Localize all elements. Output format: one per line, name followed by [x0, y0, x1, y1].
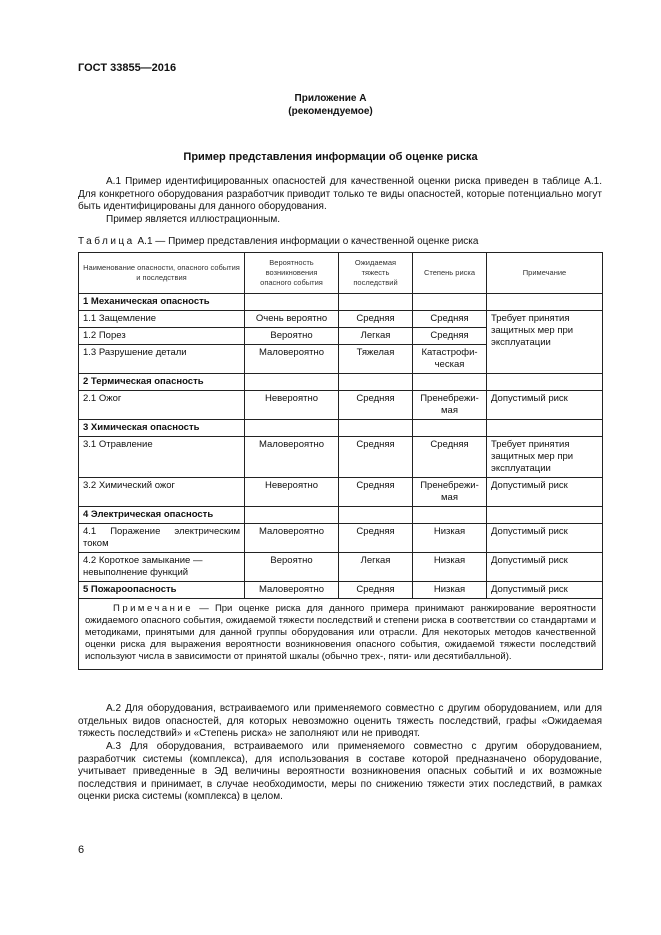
document-id: ГОСТ 33855—2016: [78, 62, 177, 74]
table-row: [79, 391, 603, 420]
risk-cell: Катастрофи-ческая: [413, 345, 487, 374]
probability-cell: Маловероятно: [245, 524, 339, 553]
table-caption-text: А.1 — Пример представления информации о качественной оценке риска: [134, 236, 479, 247]
probability-cell: Маловероятно: [245, 437, 339, 478]
annex-heading: [0, 92, 661, 118]
severity-cell: Средняя: [339, 311, 413, 328]
note-cell: Допустимый риск: [487, 582, 603, 599]
risk-cell: Пренебрежи-мая: [413, 391, 487, 420]
risk-cell: Средняя: [413, 437, 487, 478]
severity-cell: Средняя: [339, 478, 413, 507]
severity-cell: Средняя: [339, 524, 413, 553]
table-row: [79, 553, 603, 582]
main-title: Пример представления информации об оценке риска: [183, 151, 478, 163]
table-caption-label: Таблица: [78, 236, 135, 247]
hazard-cell: 4.2 Короткое замыкание — невыполнение функций: [79, 553, 245, 582]
risk-cell: Низкая: [413, 553, 487, 582]
table-note-label: Примечание: [113, 603, 193, 614]
risk-cell: Низкая: [413, 524, 487, 553]
table-row: [79, 478, 603, 507]
severity-cell: Легкая: [339, 328, 413, 345]
severity-cell: Средняя: [339, 582, 413, 599]
note-cell: Допустимый риск: [487, 391, 603, 420]
table-row: [79, 294, 603, 311]
hazard-cell: 3.2 Химический ожог: [79, 478, 245, 507]
hazard-cell: 1.3 Разрушение детали: [79, 345, 245, 374]
table-header-row: [79, 253, 603, 294]
table-note-row: [79, 599, 603, 670]
paragraph-a2: А.2 Для оборудования, встраиваемого или применяемого совместно с другим оборудованием, или для отдельных видов опасностей, для которых невозможно оценить тяжесть последствий, графы «Ожидаемая тяжесть последствий» и «Степень риска» не заполняют или не приводят.: [78, 703, 602, 739]
table-row: [79, 437, 603, 478]
annex-status: (рекомендуемое): [288, 106, 373, 117]
intro-paragraph-1: А.1 Пример идентифицированных опасностей для качественной оценки риска приведен в таблице А.1. Для конкретного оборудования разработчик приводит только те виды опасностей, которые потенциально могут быть идентифицированы для данного оборудования.: [78, 176, 602, 212]
table-caption: [78, 236, 478, 247]
group-title: 4 Электрическая опасность: [79, 507, 245, 524]
header-hazard: Наименование опасности, опасного события и последствия: [79, 253, 245, 294]
header-note: Примечание: [487, 253, 603, 294]
probability-cell: Невероятно: [245, 478, 339, 507]
table-row: [79, 420, 603, 437]
hazard-cell: 4.1 Поражение электрическим током: [79, 524, 245, 553]
note-cell: Допустимый риск: [487, 478, 603, 507]
table-note: [79, 599, 603, 670]
severity-cell: Средняя: [339, 391, 413, 420]
note-cell: Требует принятия защитных мер при эксплуатации: [487, 311, 603, 374]
header-probability: Вероятность возникновения опасного события: [245, 253, 339, 294]
risk-cell: Низкая: [413, 582, 487, 599]
probability-cell: Невероятно: [245, 391, 339, 420]
hazard-cell: 3.1 Отравление: [79, 437, 245, 478]
table-row: [79, 524, 603, 553]
paragraph-a3: А.3 Для оборудования, встраиваемого или применяемого совместно с другим оборудованием, разработчик системы (комплекса), для использования в составе которой предназначено оборудование, учитывает приведенные в ЭД величины вероятности возникновения опасных событий и их возможные последствия и принимает, в случае необходимости, меры по снижению тяжести этих последствий, в рамках оценки риска системы (комплекса) в целом.: [78, 741, 602, 802]
probability-cell: Вероятно: [245, 328, 339, 345]
severity-cell: Средняя: [339, 437, 413, 478]
annex-title: Приложение А: [294, 93, 367, 104]
risk-cell: Средняя: [413, 328, 487, 345]
intro-paragraph-2: Пример является иллюстрационным.: [106, 214, 280, 225]
page-number: 6: [78, 844, 85, 856]
risk-cell: Средняя: [413, 311, 487, 328]
header-risk: Степень риска: [413, 253, 487, 294]
probability-cell: Маловероятно: [245, 582, 339, 599]
note-cell: Допустимый риск: [487, 524, 603, 553]
note-cell: Допустимый риск: [487, 553, 603, 582]
hazard-cell: 5 Пожароопасность: [79, 582, 245, 599]
note-cell: Требует принятия защитных мер при эксплуатации: [487, 437, 603, 478]
table-row: [79, 582, 603, 599]
hazard-cell: 2.1 Ожог: [79, 391, 245, 420]
probability-cell: Маловероятно: [245, 345, 339, 374]
risk-table: [78, 252, 603, 670]
table-row: [79, 374, 603, 391]
probability-cell: Вероятно: [245, 553, 339, 582]
hazard-cell: 1.1 Защемление: [79, 311, 245, 328]
header-severity: Ожидаемая тяжесть последствий: [339, 253, 413, 294]
table-note-text: — При оценке риска для данного примера принимают ранжирование вероятности ожидаемого опасного события, ожидаемой тяжести последствий и степени риска в соответствии со стандартами и методиками, принятыми для данной группы оборудования или отрасли. Для некоторых методов качественной оценки риска для выражения вероятности возникновения опасного события, ожидаемой тяжести последствий используют числа в зависимости от принятой шкалы (обычно трех-, пяти- или десятибалльной).: [85, 603, 596, 662]
risk-cell: Пренебрежи-мая: [413, 478, 487, 507]
table-row: [79, 311, 603, 328]
table-row: [79, 507, 603, 524]
hazard-cell: 1.2 Порез: [79, 328, 245, 345]
group-title: 3 Химическая опасность: [79, 420, 245, 437]
group-title: 1 Механическая опасность: [79, 294, 245, 311]
probability-cell: Очень вероятно: [245, 311, 339, 328]
severity-cell: Тяжелая: [339, 345, 413, 374]
group-title: 2 Термическая опасность: [79, 374, 245, 391]
severity-cell: Легкая: [339, 553, 413, 582]
